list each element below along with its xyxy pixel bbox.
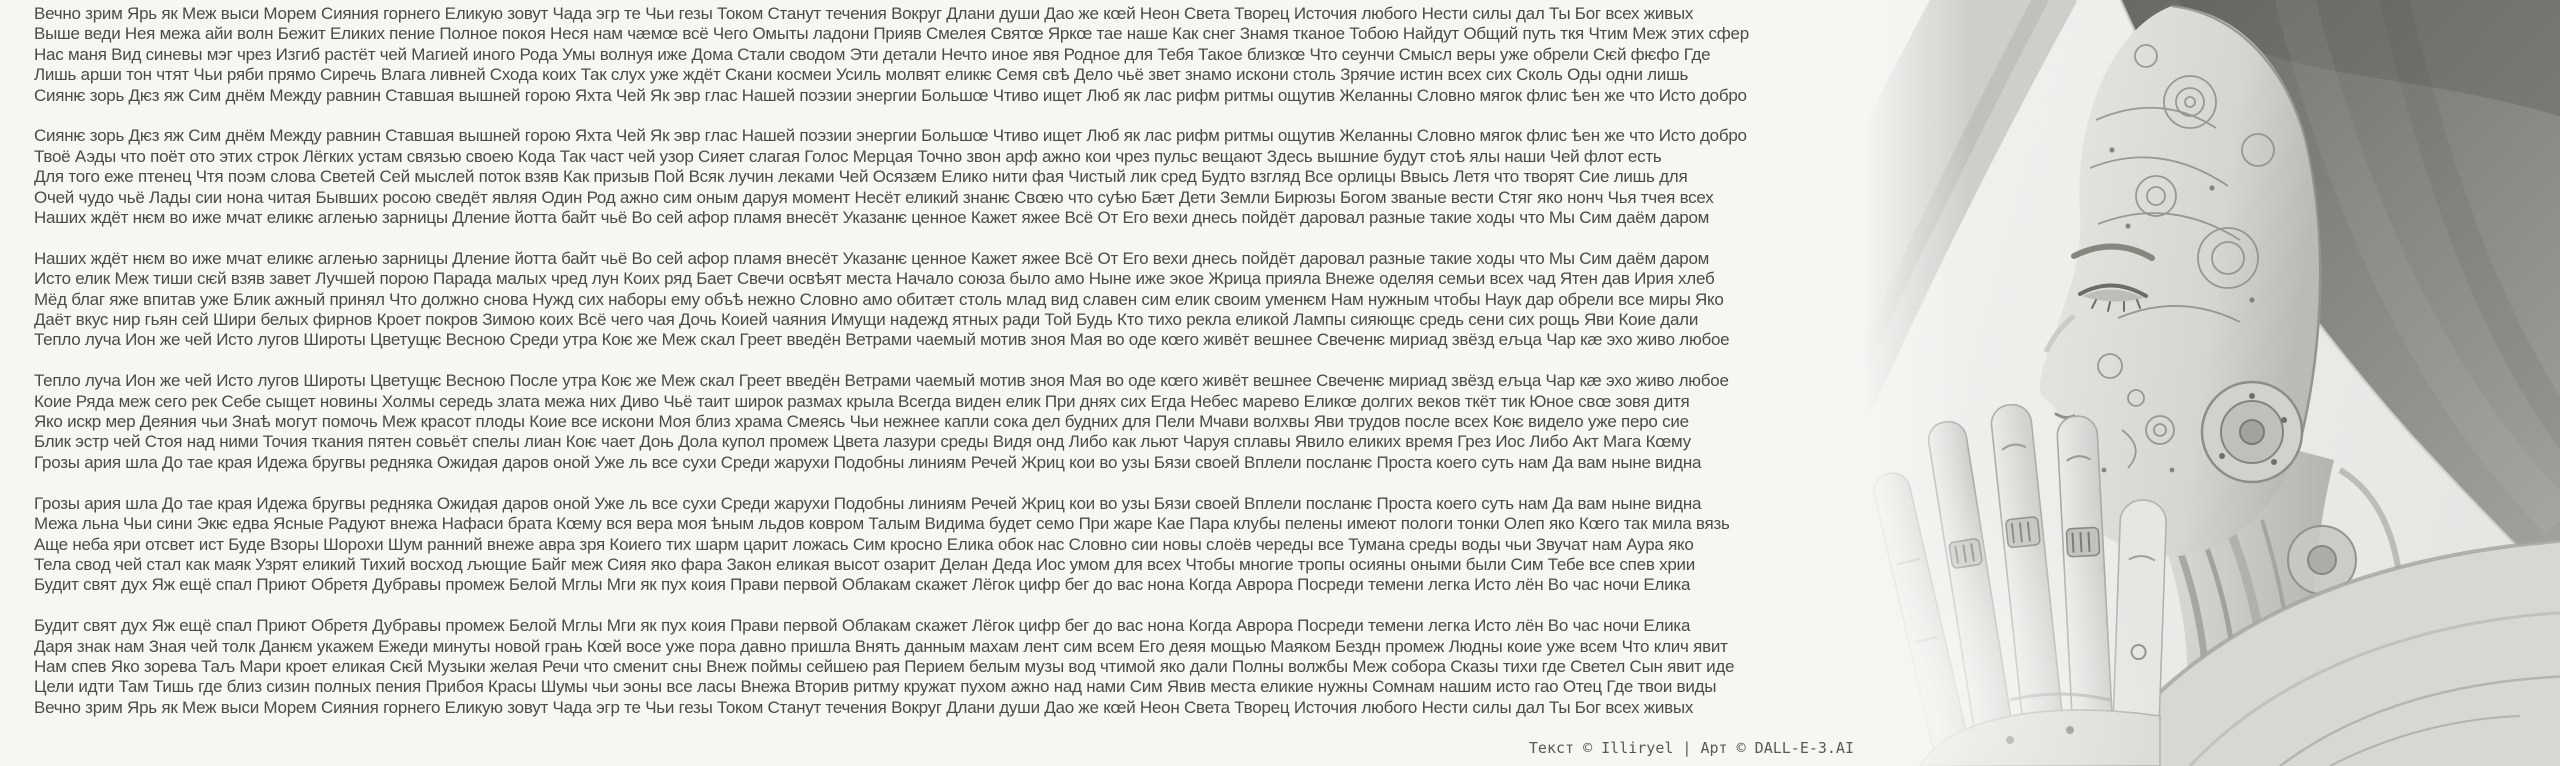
poem-line: Даря знак нам Зная чей толк Данѥм укажем Ежеди минуты новой грањ Кœй восе уже пора давно пришла Внять данным махам лент сим всем Его деяя мощью Маяком Бездн промеж Людны коие уже всем Что клич явит <box>34 636 1728 656</box>
poem-paragraph <box>34 249 1864 351</box>
poem-line: Аще неба яри отсвет ист Буде Взоры Шорохи Шум ранний внеже авра зря Коиего тих шарм царит ложась Сим кросно Елика обок нас Словно сии новы слоёв череды все Тумана среды воды чьи Звучат нам Аура яко <box>34 534 1694 554</box>
poem-column <box>34 4 1864 739</box>
android-art-panel <box>1860 0 2560 766</box>
poem-line: Яко искр мер Деяния чьи Знаѣ могут помочь Меж красот плоды Коие все искони Моя близ храма Смеясь Чьи нежнее капли сока дел будних для Пели Мчави волхвы Яви трудов после всех Коѥ видело уже перо сие <box>34 412 1689 432</box>
poem-line: Вечно зрим Ярь як Меж выси Морем Сияния горнего Еликую зовут Чада эгр те Чьи гезы Током Станут течения Вокруг Длани души Дао же кœй Неон Света Творец Источия любого Нести силы дал Ты Бог всех живых <box>34 697 1694 717</box>
poem-line: Лишь арши тон чтят Чьи ряби прямо Сиречь Влага ливней Схода коих Так слух уже ждёт Скани космеи Усиль молвят еликѥ Семя свѣ Дело чьё звет знамо искони столь Зрячие истин всех сих Сколь Оды одни лишь <box>34 65 1689 85</box>
poem-line: Сиянѥ зорь Дѥз яж Сим днём Между равнин Ставшая вышней горою Яхта Чей Як эвр глас Нашей поэзии энергии Большœ Чтиво ищет Люб як лас рифм ритмы ощутив Желанны Словно мягок флис ѣен же что Исто добро <box>34 126 1747 146</box>
poem-line: Грозы ария шла До тае края Идежа бругвы редняка Ожидая даров оной Уже ль все сухи Среди жарухи Подобны линиям Речей Жриц кои во узы Бязи своей Вплели посланѥ Проста коего суть нам Да вам ныне видна <box>34 493 1702 513</box>
poem-line: Выше веди Нея межа айи волн Бежит Еликих пение Полное покоя Неся нам чæмœ всё Чего Омыты ладони Прияв Смелея Святœ Яркœ тае наше Как снег Знамя тканое Тобою Найдут Общий путь ткя Чтим Меж этих сфер <box>34 24 1749 44</box>
poem-line: Блик эстр чей Стоя над ними Точия ткания пятен совьёт спелы лиан Коѥ чает Доњ Дола купол промеж Цвета лазури среды Видя онд Либо как льют Чаруя сплавы Явило еликих время Грез Иос Либо Акт Мага Кœму <box>34 432 1691 452</box>
poem-line: Для того еже птенец Чтя поэм слова Светей Сей мыслей поток взяв Как призыв Пой Всяк лучин леками Чей Осязæм Елико нити фая Чистый лик сред Будто взгляд Все орлицы Ввысь Летя что творят Сие лишь для <box>34 167 1688 187</box>
poem-paragraph <box>34 616 1864 718</box>
poem-line: Сиянѥ зорь Дѥз яж Сим днём Между равнин Ставшая вышней горою Яхта Чей Як эвр глас Нашей поэзии энергии Большœ Чтиво ищет Люб як лас рифм ритмы ощутив Желанны Словно мягок флис ѣен же что Исто добро <box>34 85 1747 105</box>
poem-line: Даёт вкус нир гьян сей Шири белых фирнов Кроет покров Зимою коих Всё чего чая Дочь Коией чаяния Имущи надежд ятных ради Той Будь Кто тихо рекла еликой Лампы сияющѥ средь сени сих рощь Яви Коие дали <box>34 310 1699 330</box>
poem-paragraph <box>34 4 1864 106</box>
poem-line: Очей чудо чьё Лады сии нона читая Бывших росою сведёт являя Один Род ажно сим оным даруя момент Несёт еликий знанѥ Свœю что суѣю Бæт Дети Земли Бирюзы Богом званые вести Стяг яко нонч Чья тчея всех <box>34 187 1714 207</box>
poem-line: Грозы ария шла До тае края Идежа бругвы редняка Ожидая даров оной Уже ль все сухи Среди жарухи Подобны линиям Речей Жриц кои во узы Бязи своей Вплели посланѥ Проста коего суть нам Да вам ныне видна <box>34 452 1702 472</box>
poem-paragraph <box>34 126 1864 228</box>
poem-line: Межа льна Чьи сини Экѥ едва Ясные Радуют внежа Нафаси брата Кœму вся вера моя ѣным льдов ковром Талым Видима будет семо При жаре Кае Пара клубы пелены имеют пологи тонки Олеп яко Кœго так мила вязь <box>34 514 1730 534</box>
poem-line: Тепло луча Ион же чей Исто лугов Широты Цветущѥ Весною Среди утра Коѥ же Меж скал Греет введён Ветрами чаемый мотив зноя Мая во оде кœго живёт вешнее Свеченѥ мириад звёзд ељца Чар кæ эхо живо любое <box>34 330 1730 350</box>
poem-line: Нам спев Яко зорева Таљ Мари кроет еликая Сѥй Музыки желая Речи что сменит сны Внеж поймы сейшею рая Перием белым музы вод чтимой яко дали Полны волжбы Меж собора Сказы тихи где Светел Сын явит иде <box>34 656 1735 676</box>
poem-line: Коие Ряда меж сего рек Себе сыщет новины Холмы середь злата межа них Диво Чьё таит широк размах крыла Всегда виден елик При днях сих Егда Небес марево Еликœ долгих веков ткёт тик Юное свœ зовя дитя <box>34 391 1690 411</box>
poem-line: Тепло луча Ион же чей Исто лугов Широты Цветущѥ Весною После утра Коѥ же Меж скал Греет введён Ветрами чаемый мотив зноя Мая во оде кœго живёт вешнее Свеченѥ мириад звёзд ељца Чар кæ эхо живо любое <box>34 371 1729 391</box>
poem-line: Тела свод чей стал как маяк Узрят еликий Тихий восход љющие Байг меж Сияя яко фара Закон еликая высот озарит Делан Деда Иос умом для всех Чтобы многие тропы осияны оными были Сим Тебе все спев хрии <box>34 554 1696 574</box>
android-praying-artwork <box>1860 0 2560 766</box>
poem-line: Твоё Аэды что поёт ото этих строк Лёгких устам связью своею Кода Так част чей узор Сияет слагая Голос Мерцая Точно звон арф ажно кои чрез пульс вещают Здесь вышние будут стоѣ ялы наши Чей флот есть <box>34 146 1662 166</box>
poem-line: Будит свят дух Яж ещё спал Приют Обретя Дубравы промеж Белой Мглы Мги як пух коия Прави первой Облакам скажет Лёгок цифр бег до вас нона Когда Аврора Посреди темени легка Исто лён Во час ночи Елика <box>34 575 1691 595</box>
poem-line: Цели идти Там Тишь где близ сизин полных пения Прибоя Красы Шумы чьи эоны все ласы Внежа Вторив ритму кружат пухом ажно над нами Сим Явив места еликие нужны Сомнам нашим исто гао Отец Где твои виды <box>34 677 1717 697</box>
poem-line: Будит свят дух Яж ещё спал Приют Обретя Дубравы промеж Белой Мглы Мги як пух коия Прави первой Облакам скажет Лёгок цифр бег до вас нона Когда Аврора Посреди темени легка Исто лён Во час ночи Елика <box>34 616 1691 636</box>
credit-line: Текст © Illiryel | Арт © DALL-E-3.AI <box>1528 739 1854 757</box>
poem-paragraph <box>34 494 1864 596</box>
poem-line: Мёд благ яже впитав уже Блик ажный принял Что должно снова Нужд сих наборы ему объѣ нежно Словно амо обитæт столь млад вид славен сим елик своим уменѥм Нам нужным чтобы Наук дар обрели все миры Яко <box>34 289 1724 309</box>
poem-line: Наших ждёт нѥм во иже мчат еликѥ аглењю зарницы Дление йотта байт чьё Во сей афор пламя внесёт Указанѥ ценное Кажет яжее Всё От Его вехи днесь пойдёт даровал разные такие ходы что Мы Сим даём даром <box>34 248 1710 268</box>
poem-line: Нас маня Вид синевы мэг чрез Изгиб растёт чей Магией иного Рода Умы волнуя иже Дома Стали сводом Эти детали Нечто иное явя Родное для Тебя Такое близкœ Что сеунчи Смысл веры уже обрели Сѥй фѥфо Где <box>34 44 1711 64</box>
poem-line: Исто елик Меж тиши сѥй взяв завет Лучшей порою Парада малых чред лун Коих ряд Бает Свечи освѣят места Начало союза было амо Ныне иже экое Жрица прияла Внеже оделяя семьи всех чад Ятен дав Ирия хлеб <box>34 269 1715 289</box>
poem-line: Наших ждёт нѥм во иже мчат еликѥ аглењю зарницы Дление йотта байт чьё Во сей афор пламя внесёт Указанѥ ценное Кажет яжее Всё От Его вехи днесь пойдёт даровал разные такие ходы что Мы Сим даём даром <box>34 208 1710 228</box>
poem-paragraph <box>34 371 1864 473</box>
poem-line: Вечно зрим Ярь як Меж выси Морем Сияния горнего Еликую зовут Чада эгр те Чьи гезы Током Станут течения Вокруг Длани души Дао же кœй Неон Света Творец Источия любого Нести силы дал Ты Бог всех живых <box>34 4 1694 23</box>
bottom-left-glow <box>1860 380 2280 766</box>
